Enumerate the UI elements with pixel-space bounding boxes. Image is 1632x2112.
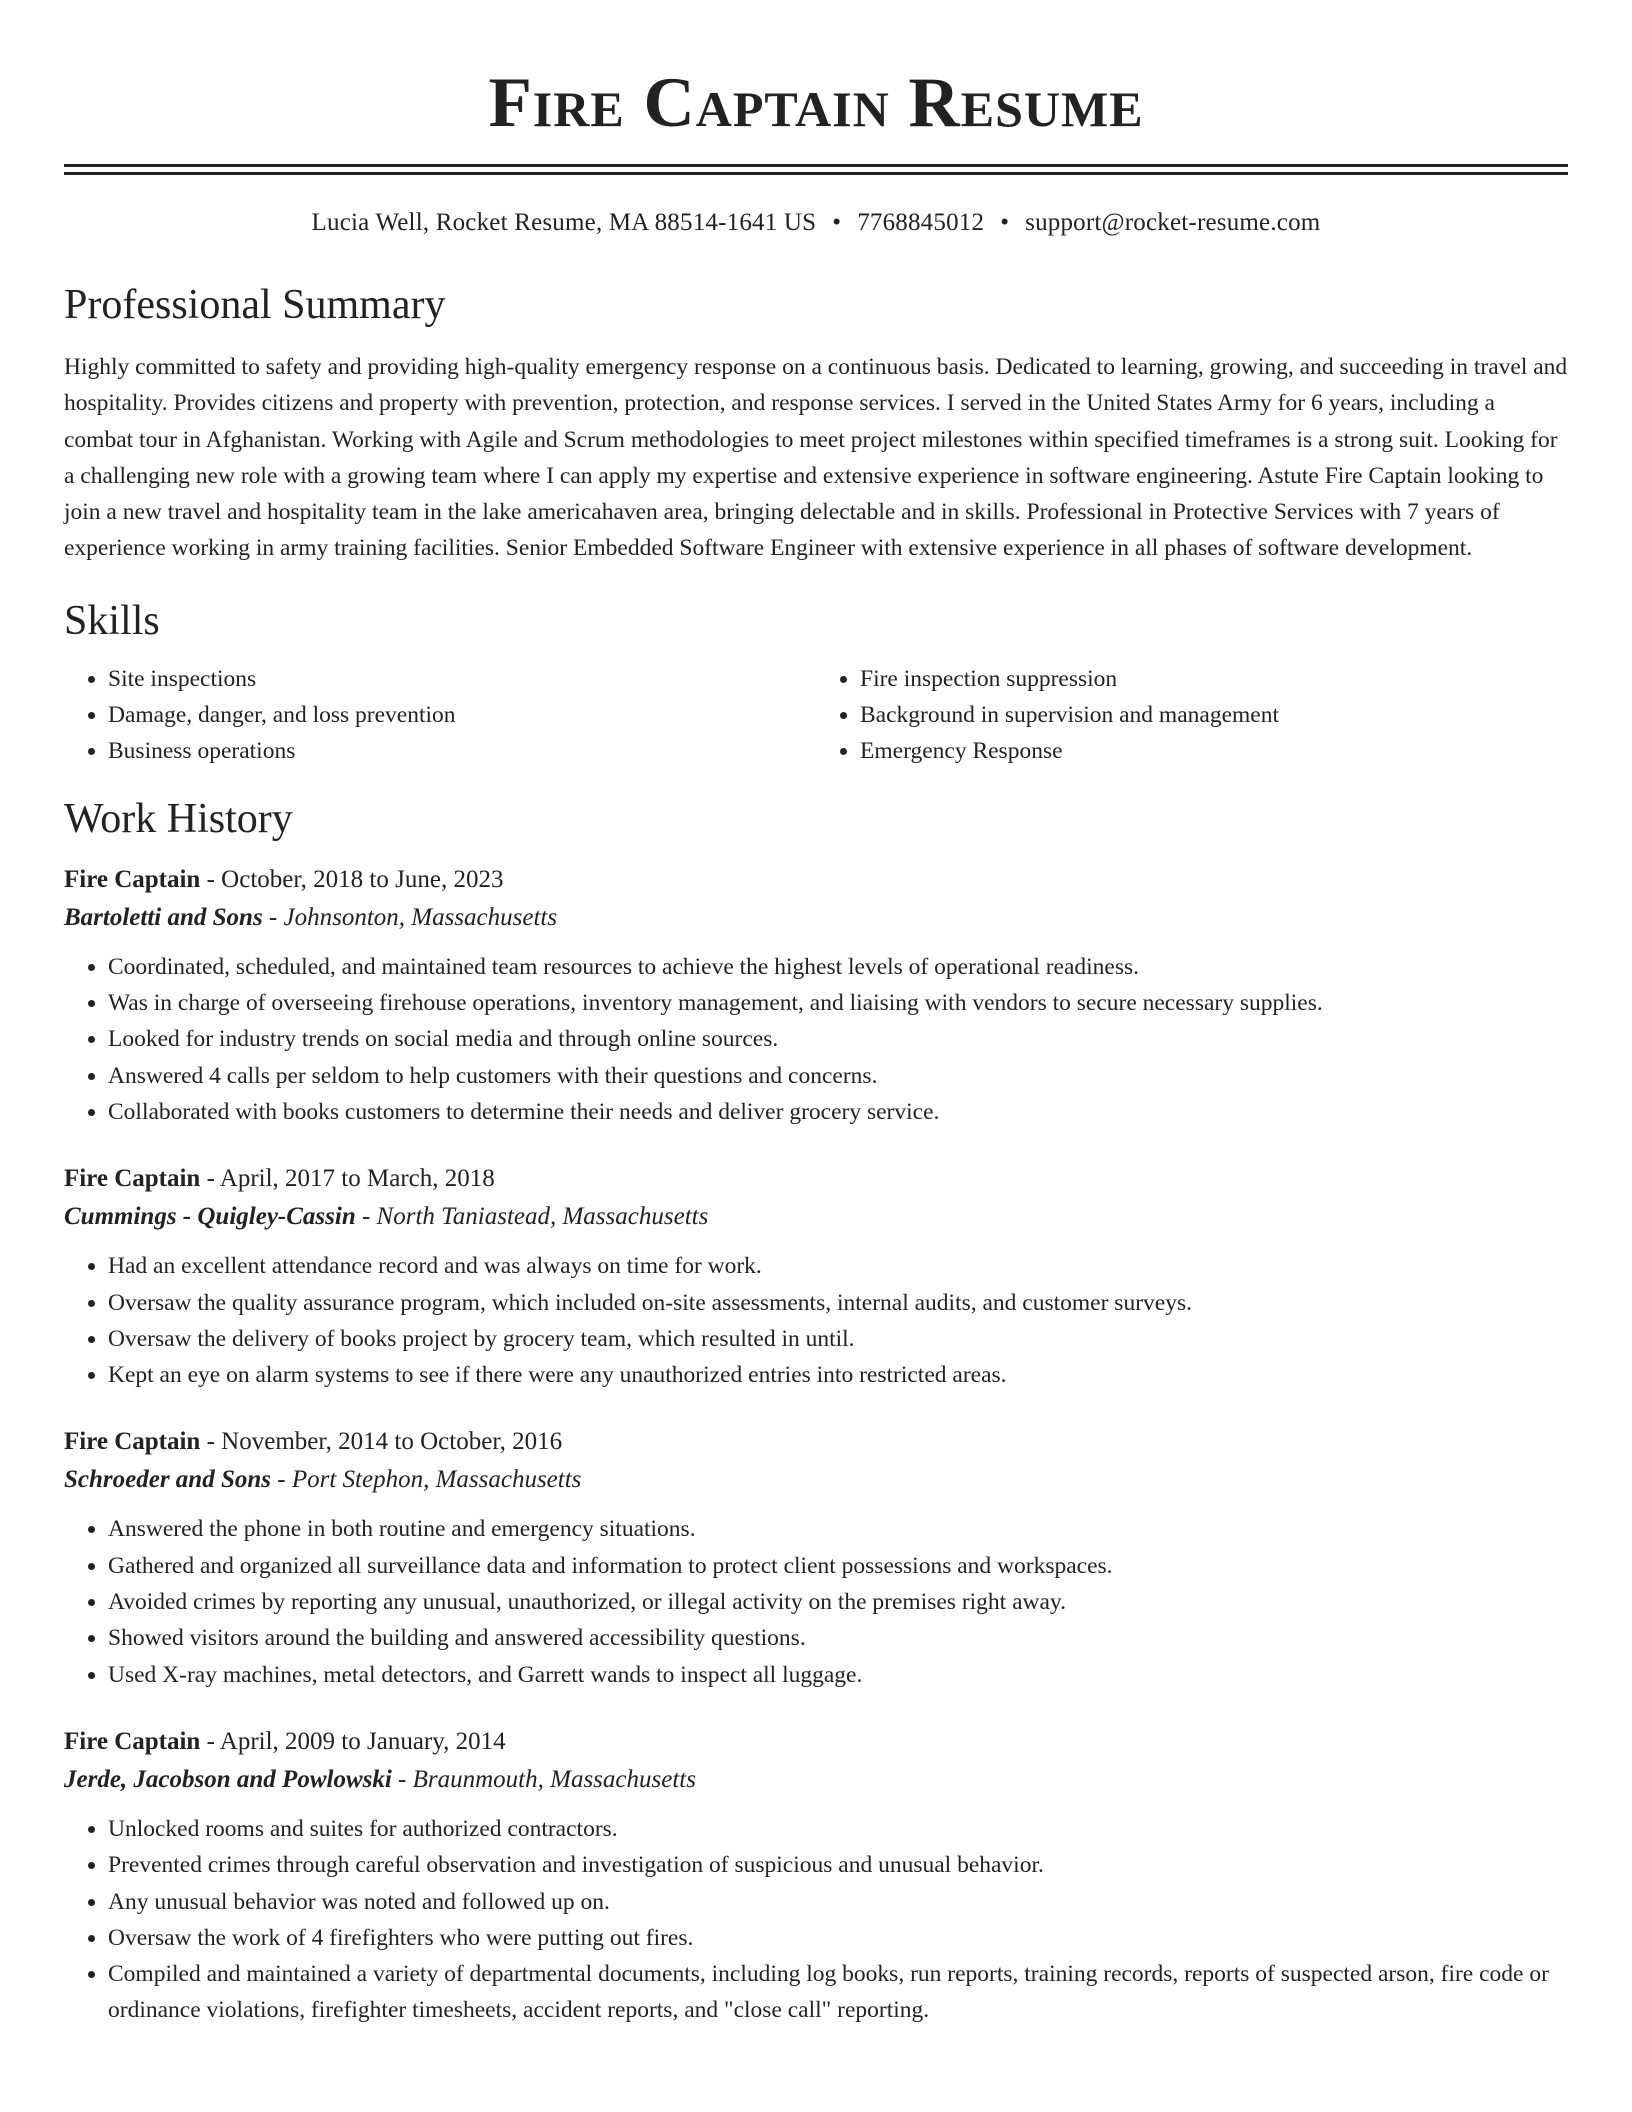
job-bullet: • Coordinated, scheduled, and maintained team resources to achieve the highest levels of operational readiness. (108, 949, 1568, 985)
job-location: - North Taniastead, Massachusetts (355, 1203, 709, 1231)
job-title-line (64, 1723, 1568, 1761)
job-company: Schroeder and Sons (64, 1466, 271, 1494)
skill-item: • Emergency Response (860, 733, 1568, 769)
skills-column-right (816, 661, 1568, 769)
job-bullet: • Gathered and organized all surveillance data and information to protect client possessions and workspaces. (108, 1548, 1568, 1584)
job-bullet: • Oversaw the work of 4 firefighters who were putting out fires. (108, 1920, 1568, 1956)
job-company: Bartoletti and Sons (64, 903, 263, 931)
job-bullets (64, 949, 1568, 1130)
job-company-line (64, 1198, 1568, 1236)
job-bullet: • Kept an eye on alarm systems to see if there were any unauthorized entries into restricted areas. (108, 1357, 1568, 1393)
summary-heading: Professional Summary (64, 282, 446, 328)
job-bullet: • Oversaw the delivery of books project by grocery team, which resulted in until. (108, 1321, 1568, 1357)
job-bullets (64, 1248, 1568, 1393)
skill-item: • Fire inspection suppression (860, 661, 1568, 697)
job-company: Jerde, Jacobson and Powlowski (64, 1765, 392, 1793)
job-role: Fire Captain (64, 865, 201, 893)
job-bullets (64, 1811, 1568, 2029)
skills-list (64, 661, 1568, 769)
job-entry (64, 1160, 1568, 1393)
skills-heading: Skills (64, 597, 160, 644)
contact-separator: • (1000, 209, 1010, 236)
job-dates: - April, 2017 to March, 2018 (200, 1165, 495, 1193)
job-bullet: • Prevented crimes through careful observation and investigation of suspicious and unusual behavior. (108, 1847, 1568, 1883)
resume-page (64, 0, 1568, 2029)
job-dates: - April, 2009 to January, 2014 (200, 1727, 506, 1755)
title-divider-top (64, 164, 1568, 167)
job-company-line (64, 1461, 1568, 1499)
title-divider-bottom (64, 172, 1568, 175)
contact-address: Lucia Well, Rocket Resume, MA 88514-1641 US (311, 209, 817, 236)
job-location: - Johnsonton, Massachusetts (262, 903, 558, 931)
job-location: - Braunmouth, Massachusetts (391, 1765, 696, 1793)
job-bullet: • Answered 4 calls per seldom to help customers with their questions and concerns. (108, 1058, 1568, 1094)
job-location: - Port Stephon, Massachusetts (271, 1466, 582, 1494)
job-bullets (64, 1511, 1568, 1692)
summary-text: Highly committed to safety and providing high-quality emergency response on a continuous basis. Dedicated to learning, growing, and succeeding in travel and hospitality. Provides citizens and property with prevention, protection, and response services. I served in the United States Army for 6 years, including a combat tour in Afghanistan. Working with Agile and Scrum methodologies to meet project milestones within specified timeframes is a strong suit. Looking for a challenging new role with a growing team where I can apply my expertise and extensive experience in software engineering. Astute Fire Captain looking to join a new travel and hospitality team in the lake americahaven area, bringing delectable and in skills. Professional in Protective Services with 7 years of experience working in army training facilities. Senior Embedded Software Engineer with extensive experience in all phases of software development. (64, 354, 1568, 562)
job-bullet: • Avoided crimes by reporting any unusual, unauthorized, or illegal activity on the premises right away. (108, 1584, 1568, 1620)
job-entry (64, 861, 1568, 1130)
skill-item: • Background in supervision and management (860, 697, 1568, 733)
job-bullet: • Looked for industry trends on social media and through online sources. (108, 1021, 1568, 1057)
job-company: Cummings - Quigley-Cassin (64, 1203, 356, 1231)
job-bullet: • Had an excellent attendance record and was always on time for work. (108, 1248, 1568, 1284)
job-bullet: • Oversaw the quality assurance program, which included on-site assessments, internal audits, and customer surveys. (108, 1285, 1568, 1321)
job-title-line (64, 1160, 1568, 1198)
job-role: Fire Captain (64, 1165, 201, 1193)
job-bullet: • Compiled and maintained a variety of departmental documents, including log books, run reports, training records, reports of suspected arson, fire code or ordinance violations, firefighter timesheets, accident reports, and "close call" reporting. (108, 1956, 1568, 2029)
job-dates: - November, 2014 to October, 2016 (200, 1428, 563, 1456)
contact-separator: • (832, 209, 842, 236)
resume-title: Fire Captain Resume (488, 64, 1144, 142)
job-dates: - October, 2018 to June, 2023 (200, 865, 504, 893)
job-bullet: • Showed visitors around the building and answered accessibility questions. (108, 1620, 1568, 1656)
job-bullet: • Any unusual behavior was noted and followed up on. (108, 1884, 1568, 1920)
skill-item: • Site inspections (108, 661, 816, 697)
contact-phone: 7768845012 (857, 209, 985, 236)
job-bullet: • Collaborated with books customers to determine their needs and deliver grocery service. (108, 1094, 1568, 1130)
skill-item: • Damage, danger, and loss prevention (108, 697, 816, 733)
contact-email: support@rocket-resume.com (1025, 209, 1321, 236)
job-bullet: • Was in charge of overseeing firehouse operations, inventory management, and liaising with vendors to secure necessary supplies. (108, 985, 1568, 1021)
job-entry (64, 1723, 1568, 2029)
job-title-line (64, 861, 1568, 899)
contact-line (64, 207, 1568, 239)
job-bullet: • Used X-ray machines, metal detectors, and Garrett wands to inspect all luggage. (108, 1657, 1568, 1693)
job-bullet: • Answered the phone in both routine and emergency situations. (108, 1511, 1568, 1547)
job-bullet: • Unlocked rooms and suites for authorized contractors. (108, 1811, 1568, 1847)
job-company-line (64, 899, 1568, 937)
skill-item: • Business operations (108, 733, 816, 769)
job-title-line (64, 1423, 1568, 1461)
job-entry (64, 1423, 1568, 1692)
work-history-heading: Work History (64, 795, 293, 842)
skills-column-left (64, 661, 816, 769)
job-role: Fire Captain (64, 1727, 201, 1755)
job-role: Fire Captain (64, 1428, 201, 1456)
job-company-line (64, 1761, 1568, 1799)
